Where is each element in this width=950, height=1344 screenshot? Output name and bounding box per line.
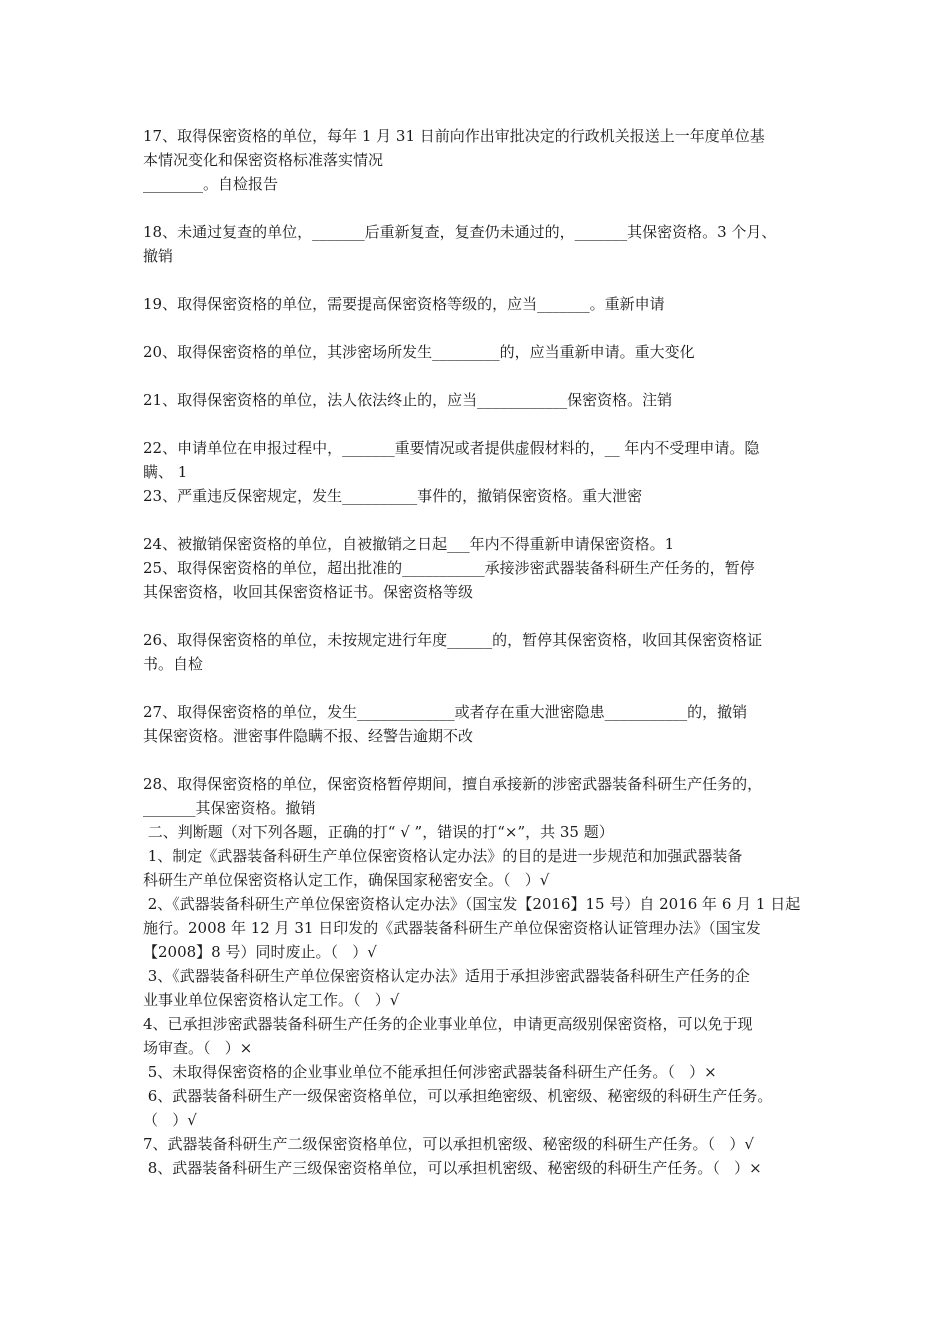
question-18 — [143, 220, 815, 268]
question-28-and-judgement-section — [143, 772, 815, 1180]
paragraph-gap — [143, 676, 815, 700]
text-line: 4、已承担涉密武器装备科研生产任务的企业事业单位，申请更高级别保密资格，可以免于现 — [143, 1015, 753, 1033]
question-19 — [143, 292, 815, 316]
paragraph-gap — [143, 268, 815, 292]
text-line: 其保密资格，收回其保密资格证书。保密资格等级 — [143, 583, 474, 601]
text-line: （ ）√ — [143, 1111, 197, 1129]
question-22-23 — [143, 436, 815, 508]
text-line: 科研生产单位保密资格认定工作，确保国家秘密安全。（ ）√ — [143, 871, 550, 889]
document-body — [143, 124, 815, 1180]
paragraph-gap — [143, 412, 815, 436]
text-line: 瞒、 1 — [143, 463, 188, 481]
text-line: 本情况变化和保密资格标准落实情况 — [143, 151, 384, 169]
text-line: 3、《武器装备科研生产单位保密资格认定办法》适用于承担涉密武器装备科研生产任务的企 — [143, 967, 750, 985]
paragraph-gap — [143, 316, 815, 340]
paragraph-gap — [143, 604, 815, 628]
question-26 — [143, 628, 815, 676]
paragraph-gap — [143, 364, 815, 388]
question-17 — [143, 124, 815, 196]
section-heading: 二、判断题（对下列各题，正确的打“ √ ”，错误的打“×”，共 35 题） — [143, 823, 614, 841]
text-line: 【2008】8 号）同时废止。（ ）√ — [143, 943, 377, 961]
text-line: 23、严重违反保密规定，发生__________事件的，撤销保密资格。重大泄密 — [143, 487, 643, 505]
text-line: 24、被撤销保密资格的单位，自被撤销之日起___年内不得重新申请保密资格。1 — [143, 535, 675, 553]
text-line: 22、申请单位在申报过程中，_______重要情况或者提供虚假材料的，__ 年内不受理申请。隐 — [143, 439, 760, 457]
paragraph-gap — [143, 508, 815, 532]
text-line: 7、武器装备科研生产二级保密资格单位，可以承担机密级、秘密级的科研生产任务。（ ）√ — [143, 1135, 754, 1153]
question-24-25 — [143, 532, 815, 604]
text-line: 施行。2008 年 12 月 31 日印发的《武器装备科研生产单位保密资格认证管理办法》（国宝发 — [143, 919, 761, 937]
text-line: 26、取得保密资格的单位，未按规定进行年度______的，暂停其保密资格，收回其保密资格证 — [143, 631, 763, 649]
text-line: ________。自检报告 — [143, 175, 279, 193]
text-line: 8、武器装备科研生产三级保密资格单位，可以承担机密级、秘密级的科研生产任务。（ ）× — [143, 1159, 762, 1177]
text-line: 25、取得保密资格的单位，超出批准的___________承接涉密武器装备科研生产任务的，暂停 — [143, 559, 755, 577]
text-line: _______其保密资格。撤销 — [143, 799, 316, 817]
text-line: 28、取得保密资格的单位，保密资格暂停期间，擅自承接新的涉密武器装备科研生产任务的， — [143, 775, 763, 793]
question-21 — [143, 388, 815, 412]
text-line: 27、取得保密资格的单位，发生_____________或者存在重大泄密隐患___________的，撤销 — [143, 703, 748, 721]
question-27 — [143, 700, 815, 748]
text-line: 19、取得保密资格的单位，需要提高保密资格等级的，应当_______。重新申请 — [143, 295, 665, 313]
text-line: 撤销 — [143, 247, 174, 265]
text-line: 书。自检 — [143, 655, 204, 673]
text-line: 1、制定《武器装备科研生产单位保密资格认定办法》的目的是进一步规范和加强武器装备 — [143, 847, 743, 865]
text-line: 6、武器装备科研生产一级保密资格单位，可以承担绝密级、机密级、秘密级的科研生产任务。 — [143, 1087, 773, 1105]
text-line: 17、取得保密资格的单位，每年 1 月 31 日前向作出审批决定的行政机关报送上一年度单位基 — [143, 127, 765, 145]
text-line: 5、未取得保密资格的企业事业单位不能承担任何涉密武器装备科研生产任务。（ ）× — [143, 1063, 717, 1081]
question-20 — [143, 340, 815, 364]
text-line: 2、《武器装备科研生产单位保密资格认定办法》（国宝发【2016】15 号）自 2016 年 6 月 1 日起 — [143, 895, 801, 913]
text-line: 业事业单位保密资格认定工作。（ ）√ — [143, 991, 400, 1009]
paragraph-gap — [143, 196, 815, 220]
paragraph-gap — [143, 748, 815, 772]
text-line: 场审查。（ ）× — [143, 1039, 253, 1057]
text-line: 18、未通过复查的单位，_______后重新复查，复查仍未通过的，_______其保密资格。3 个月、 — [143, 223, 777, 241]
text-line: 20、取得保密资格的单位，其涉密场所发生_________的，应当重新申请。重大变化 — [143, 343, 695, 361]
text-line: 其保密资格。泄密事件隐瞒不报、经警告逾期不改 — [143, 727, 474, 745]
text-line: 21、取得保密资格的单位，法人依法终止的，应当____________保密资格。注销 — [143, 391, 673, 409]
